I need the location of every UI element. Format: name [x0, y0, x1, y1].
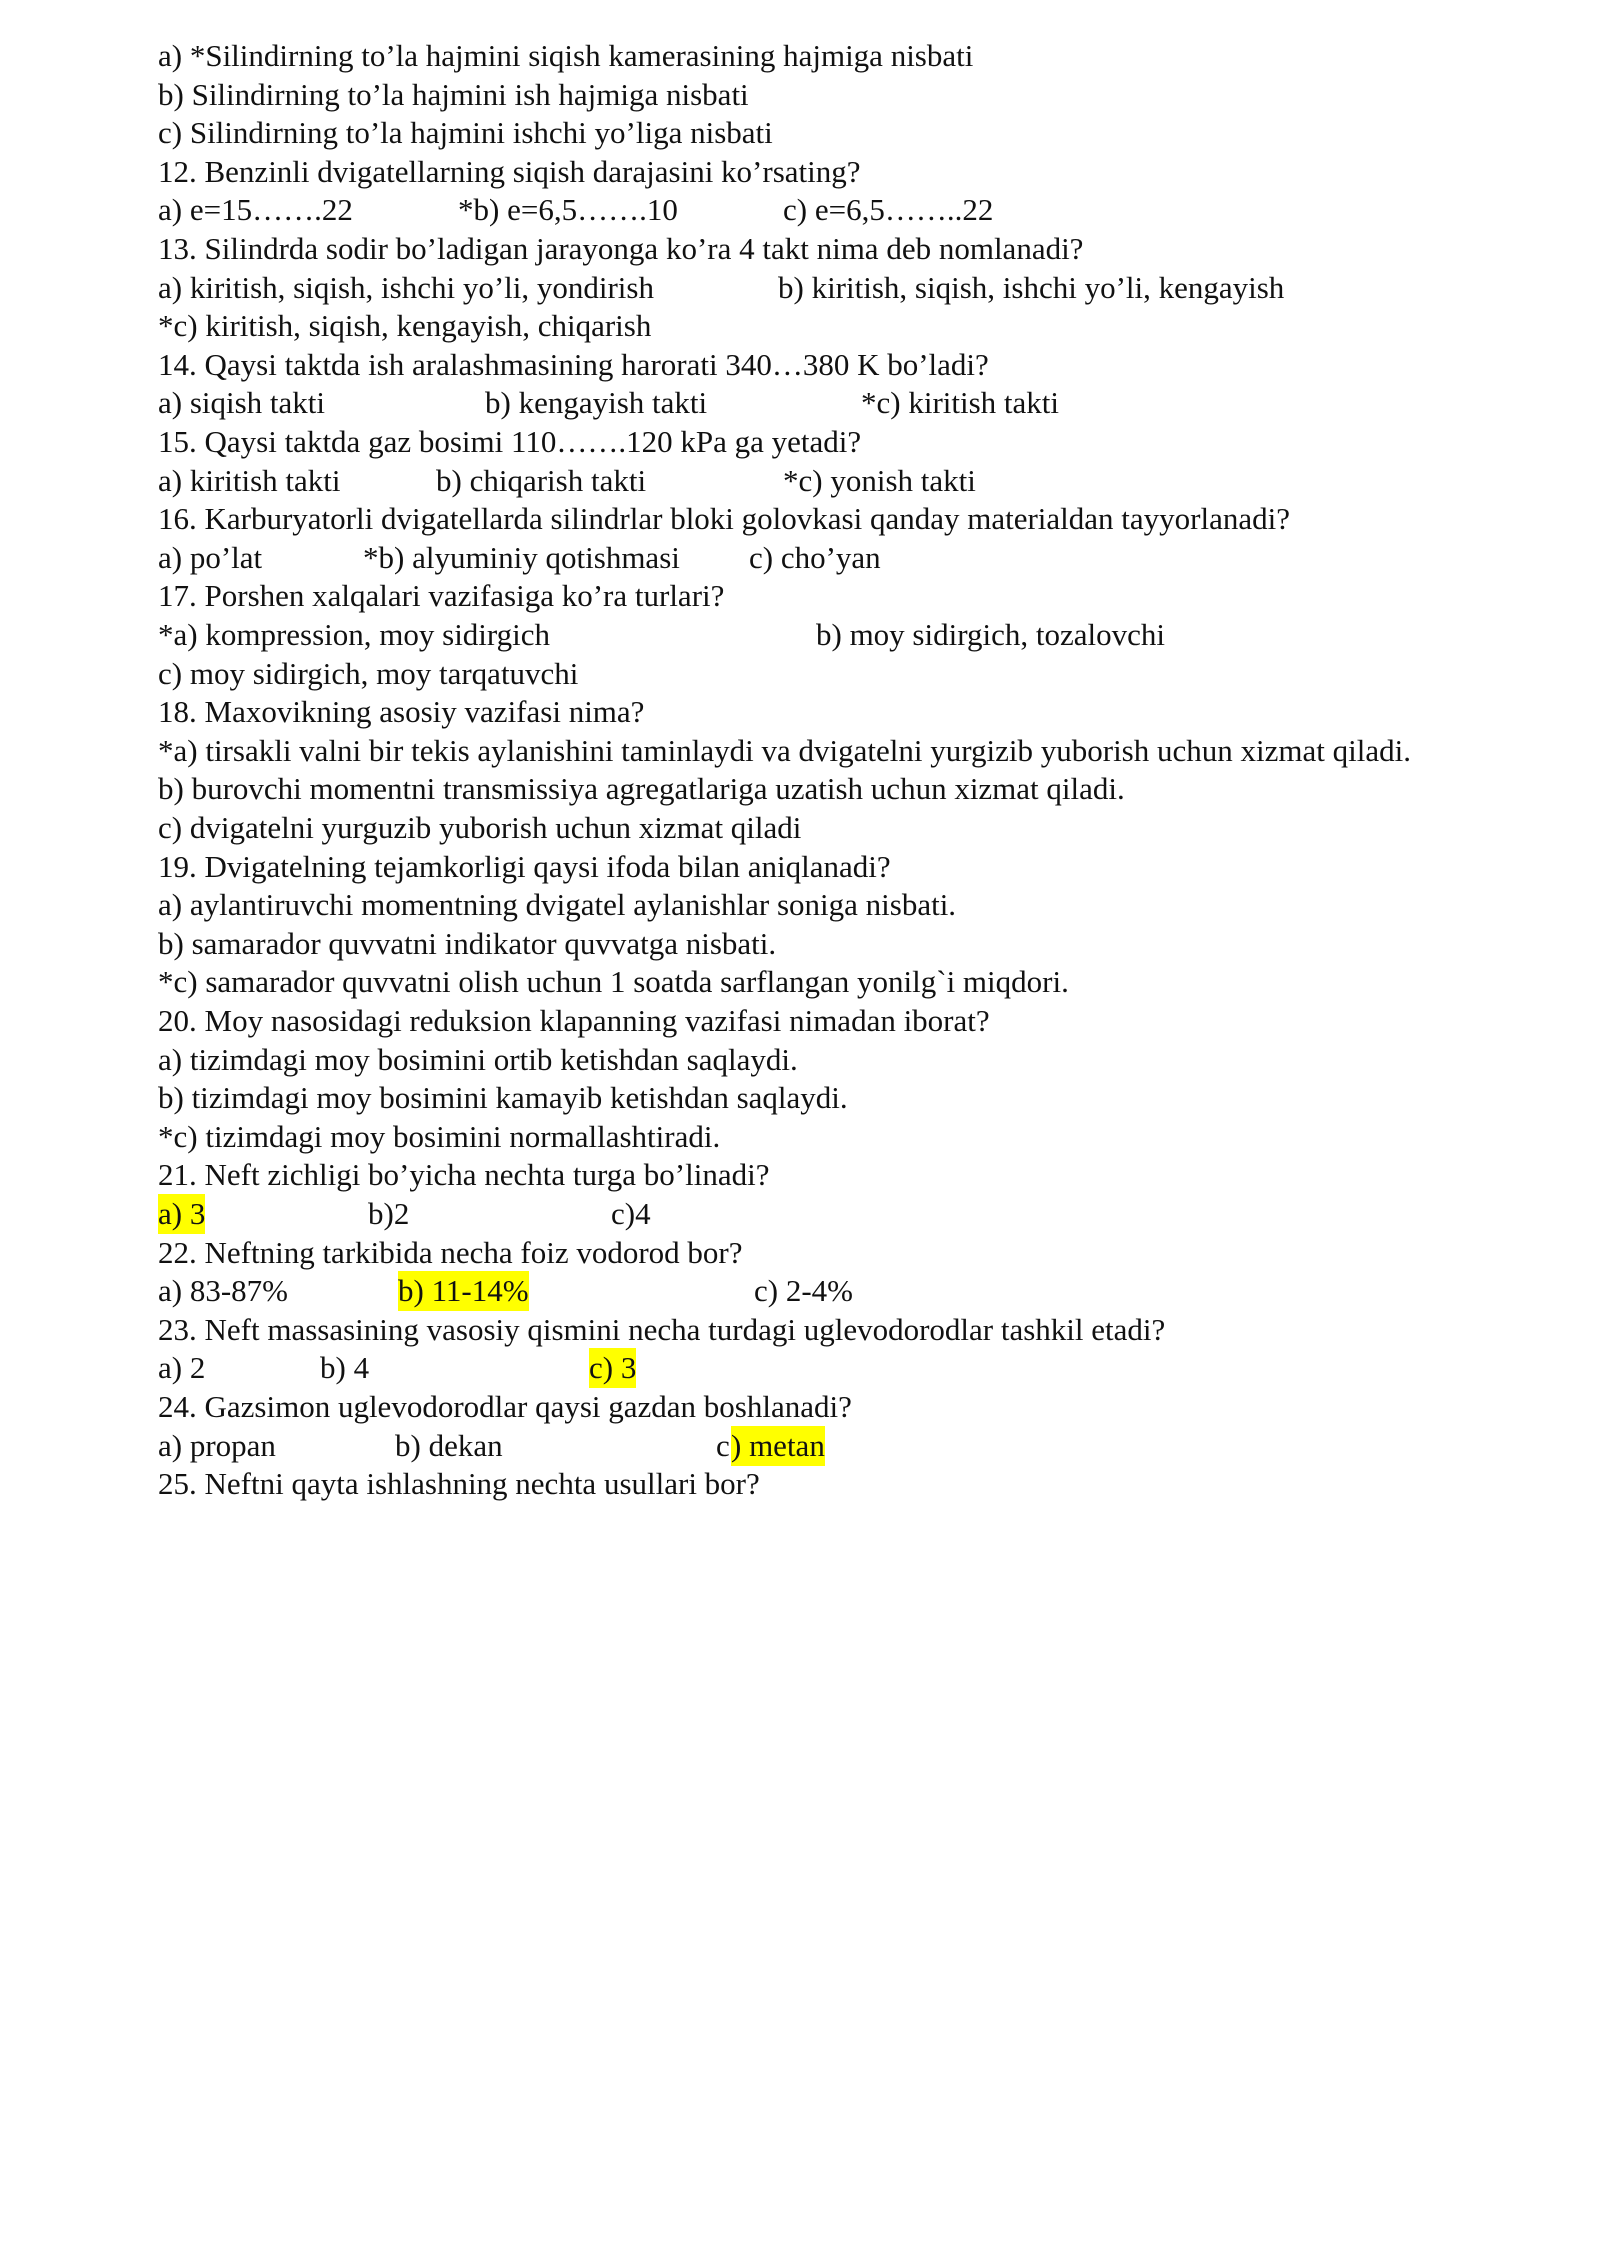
text-segment: b) burovchi momentni transmissiya agregatlariga uzatish uchun xizmat qiladi.	[158, 771, 1125, 807]
text-segment: a) propan	[158, 1427, 276, 1463]
text-segment: 16. Karburyatorli dvigatellarda silindrlar bloki golovkasi qanday materialdan tayyorlanadi?	[158, 501, 1290, 537]
text-segment: 22. Neftning tarkibida necha foiz vodorod bor?	[158, 1234, 743, 1270]
highlighted-answer: c) 3	[589, 1348, 636, 1388]
text-segment: a) aylantiruvchi momentning dvigatel aylanishlar soniga nisbati.	[158, 887, 957, 923]
text-segment: a) kiritish, siqish, ishchi yo’li, yondirish	[158, 269, 654, 305]
text-segment: *b) e=6,5…….10	[458, 192, 678, 228]
text-segment: 19. Dvigatelning tejamkorligi qaysi ifoda bilan aniqlanadi?	[158, 848, 891, 884]
text-segment: *c) kiritish, siqish, kengayish, chiqarish	[158, 308, 652, 344]
text-segment: 17. Porshen xalqalari vazifasiga ko’ra turlari?	[158, 578, 725, 614]
text-segment: 15. Qaysi taktda gaz bosimi 110…….120 kPa ga yetadi?	[158, 424, 862, 459]
text-segment: a) 2	[158, 1350, 206, 1386]
text-segment: 12. Benzinli dvigatellarning siqish darajasini ko’rsating?	[158, 153, 861, 189]
text-segment: b) kengayish takti	[485, 385, 708, 421]
text-segment: c	[716, 1427, 730, 1463]
text-segment: 20. Moy nasosidagi reduksion klapanning vazifasi nimadan iborat?	[158, 1003, 990, 1038]
text-segment: c) e=6,5……..22	[783, 192, 994, 228]
highlighted-answer: ) metan	[731, 1426, 825, 1466]
text-segment: *b) alyuminiy qotishmasi	[363, 539, 680, 575]
text-segment: *c) kiritish takti	[861, 385, 1060, 421]
text-segment: a) kiritish takti	[158, 462, 341, 498]
text-segment: a) 83-87%	[158, 1273, 288, 1309]
text-segment: *c) samarador quvvatni olish uchun 1 soatda sarflangan yonilg`i miqdori.	[158, 964, 1069, 1000]
text-segment: c) moy sidirgich, moy tarqatuvchi	[158, 655, 579, 691]
text-segment: 24. Gazsimon uglevodorodlar qaysi gazdan boshlanadi?	[158, 1389, 852, 1424]
text-segment: b) samarador quvvatni indikator quvvatga nisbati.	[158, 925, 777, 961]
text-segment: *a) tirsakli valni bir tekis aylanishini taminlaydi va dvigatelni yurgizib yuborish uchun xizmat qiladi.	[158, 732, 1411, 768]
text-segment: a) po’lat	[158, 539, 263, 575]
text-segment: b) 4	[320, 1350, 370, 1386]
text-segment: a) tizimdagi moy bosimini ortib ketishdan saqlaydi.	[158, 1041, 798, 1077]
text-segment: c) Silindirning to’la hajmini ishchi yo’liga nisbati	[158, 115, 773, 151]
text-segment: 23. Neft massasining vasosiy qismini necha turdagi uglevodorodlar tashkil etadi?	[158, 1311, 1166, 1347]
text-segment: 14. Qaysi taktda ish aralashmasining harorati 340…380 K bo’ladi?	[158, 346, 989, 382]
text-segment: b) Silindirning to’la hajmini ish hajmiga nisbati	[158, 76, 749, 112]
text-segment: 13. Silindrda sodir bo’ladigan jarayonga ko’ra 4 takt nima deb nomlanadi?	[158, 231, 1084, 266]
text-segment: c) dvigatelni yurguzib yuborish uchun xizmat qiladi	[158, 810, 802, 845]
text-segment: b) dekan	[395, 1427, 503, 1463]
text-segment: 18. Maxovikning asosiy vazifasi nima?	[158, 694, 645, 730]
text-segment: *a) kompression, moy sidirgich	[158, 617, 551, 652]
text-segment: c) 2-4%	[754, 1273, 853, 1309]
text-segment: b) moy sidirgich, tozalovchi	[816, 617, 1165, 652]
text-segment: b) chiqarish takti	[436, 462, 647, 498]
text-segment: a) e=15…….22	[158, 192, 353, 228]
text-segment: a) siqish takti	[158, 385, 326, 421]
text-segment: c)4	[611, 1196, 651, 1231]
text-segment: c) cho’yan	[749, 539, 881, 575]
text-segment: 25. Neftni qayta ishlashning nechta usullari bor?	[158, 1466, 760, 1502]
highlighted-answer: b) 11-14%	[398, 1271, 529, 1311]
text-segment: 21. Neft zichligi bo’yicha nechta turga bo’linadi?	[158, 1157, 770, 1193]
text-segment: b)2	[368, 1196, 410, 1231]
text-segment: b) kiritish, siqish, ishchi yo’li, kengayish	[778, 269, 1285, 305]
highlighted-answer: a) 3	[158, 1194, 205, 1234]
text-segment: *c) yonish takti	[783, 462, 976, 498]
text-segment: b) tizimdagi moy bosimini kamayib ketishdan saqlaydi.	[158, 1080, 848, 1116]
text-segment: *c) tizimdagi moy bosimini normallashtiradi.	[158, 1118, 721, 1154]
text-segment: a) *Silindirning to’la hajmini siqish kamerasining hajmiga nisbati	[158, 38, 974, 73]
